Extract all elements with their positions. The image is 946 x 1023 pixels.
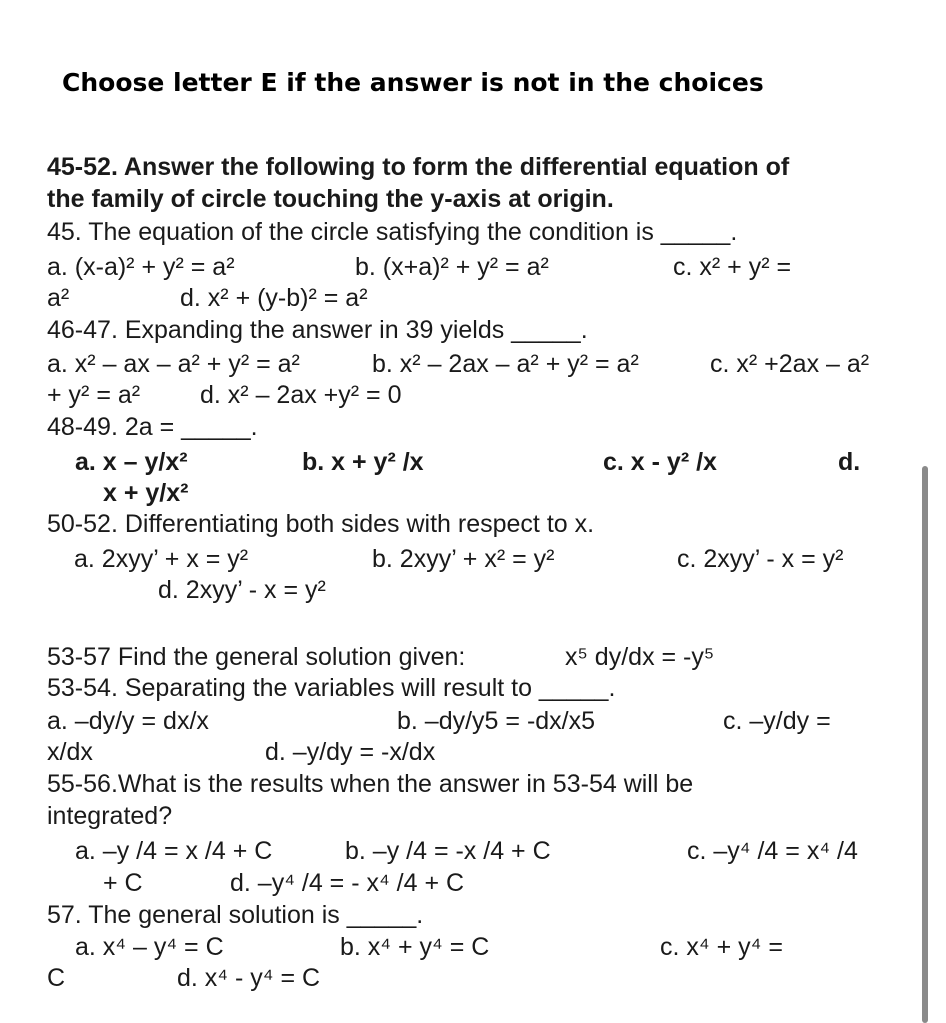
question-stem: 57. The general solution is _____.: [47, 901, 424, 929]
question-stem: 53-54. Separating the variables will result to _____.: [47, 674, 616, 702]
instruction-note: Choose letter E if the answer is not in the choices: [62, 68, 764, 97]
heading-line-1: 45-52. Answer the following to form the differential equation of: [47, 153, 790, 181]
question-stem: 48-49. 2a = _____.: [47, 413, 258, 441]
choice-b: b. x² – 2ax – a² + y² = a²: [372, 350, 639, 378]
choice-c-continued: a²: [47, 284, 70, 312]
choice-c-continued: C: [47, 964, 66, 992]
choice-c: c. 2xyy’ - x = y²: [677, 545, 844, 573]
question-stem-line-2: integrated?: [47, 802, 173, 830]
choice-b: b. 2xyy’ + x² = y²: [372, 545, 555, 573]
choice-d-label: d.: [838, 448, 861, 476]
choice-c: c. x² +2ax – a²: [710, 350, 870, 378]
choice-d: d. –y/dy = -x/dx: [265, 738, 436, 766]
heading-line-2: the family of circle touching the y-axis at origin.: [47, 185, 614, 213]
choice-b: b. –y /4 = -x /4 + C: [345, 837, 551, 865]
choice-c: c. x⁴ + y⁴ =: [660, 933, 783, 961]
choice-a: a. 2xyy’ + x = y²: [74, 545, 249, 573]
choice-a: a. –y /4 = x /4 + C: [75, 837, 273, 865]
choice-b: b. –dy/y5 = -dx/x5: [397, 707, 596, 735]
question-stem: 50-52. Differentiating both sides with respect to x.: [47, 510, 595, 538]
choice-a: a. –dy/y = dx/x: [47, 707, 209, 735]
choice-d: d. 2xyy’ - x = y²: [158, 576, 326, 604]
choice-c-continued: x/dx: [47, 738, 93, 766]
choice-c-continued: + y² = a²: [47, 381, 141, 409]
choice-d: d. x² + (y-b)² = a²: [180, 284, 368, 312]
choice-a-continued: + C: [103, 869, 143, 897]
choice-a: a. (x-a)² + y² = a²: [47, 253, 235, 281]
choice-a: a. x⁴ – y⁴ = C: [75, 933, 224, 961]
choice-d: d. x⁴ - y⁴ = C: [177, 964, 321, 992]
choice-d-value: x + y/x²: [103, 479, 189, 507]
choice-c: c. –y⁴ /4 = x⁴ /4: [687, 837, 858, 865]
question-stem: 53-57 Find the general solution given:: [47, 643, 466, 671]
vertical-scrollbar[interactable]: [922, 466, 928, 1023]
choice-a: a. x – y/x²: [75, 448, 188, 476]
choice-c: c. –y/dy =: [723, 707, 831, 735]
choice-c: c. x - y² /x: [603, 448, 717, 476]
question-stem: 46-47. Expanding the answer in 39 yields _____.: [47, 316, 588, 344]
choice-b: b. x + y² /x: [302, 448, 424, 476]
choice-d: d. x² – 2ax +y² = 0: [200, 381, 402, 409]
question-stem-line-1: 55-56.What is the results when the answer in 53-54 will be: [47, 770, 694, 798]
choice-b: b. x⁴ + y⁴ = C: [340, 933, 490, 961]
question-stem: 45. The equation of the circle satisfying the condition is _____.: [47, 218, 738, 246]
choice-d: d. –y⁴ /4 = - x⁴ /4 + C: [230, 869, 465, 897]
choice-c: c. x² + y² =: [673, 253, 792, 281]
choice-b: b. (x+a)² + y² = a²: [355, 253, 549, 281]
choice-a: a. x² – ax – a² + y² = a²: [47, 350, 300, 378]
given-equation: x⁵ dy/dx = -y⁵: [565, 643, 715, 671]
